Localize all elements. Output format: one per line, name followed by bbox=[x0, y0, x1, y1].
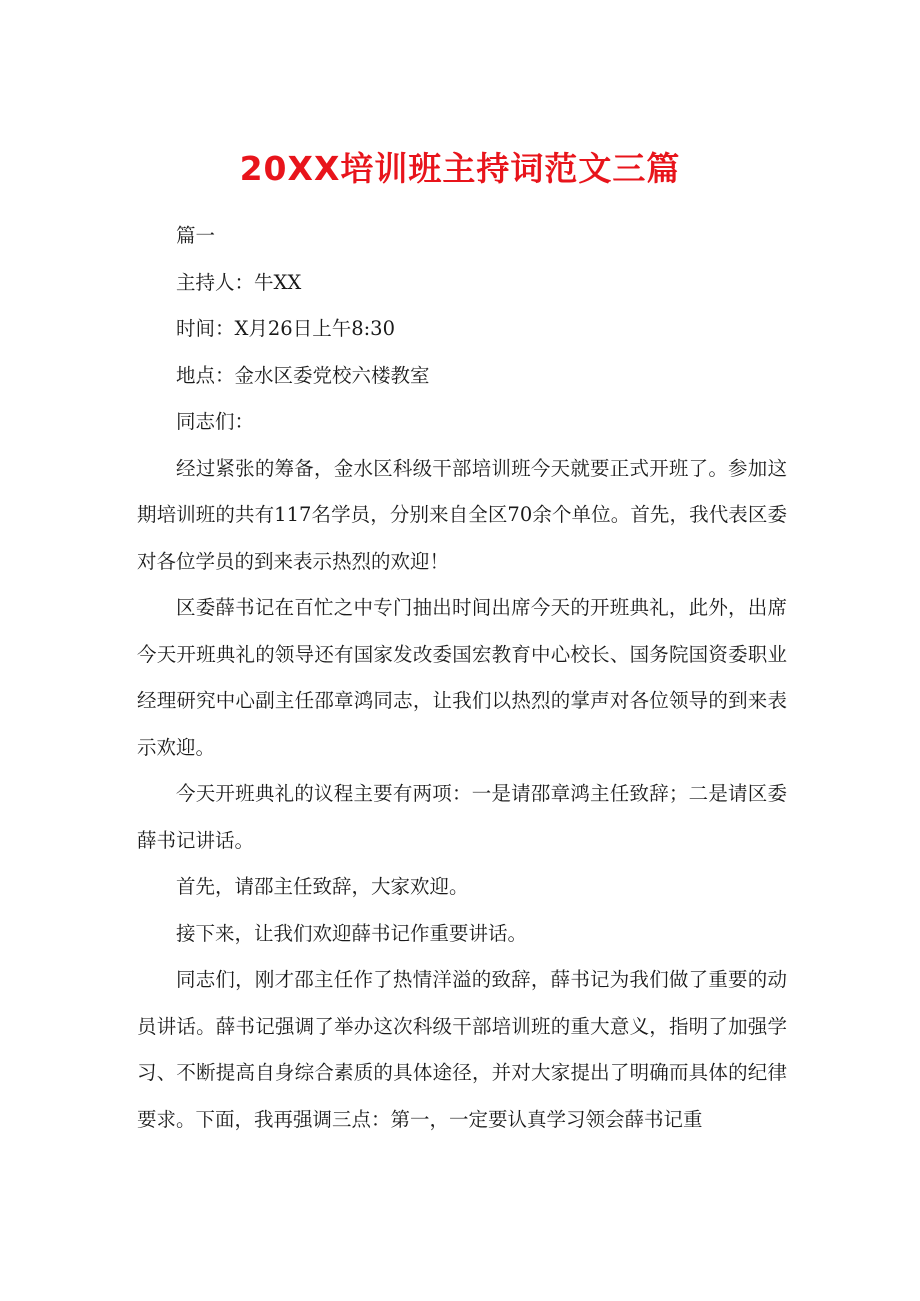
body-paragraph: 接下来，让我们欢迎薛书记作重要讲话。 bbox=[176, 921, 528, 945]
body-paragraph: 区委薛书记在百忙之中专门抽出时间出席今天的开班典礼，此外，出席今天开班典礼的领导还有国家发改委国宏教育中心校长、国务院国资委职业经理研究中心副主任邵章鸿同志，让我们以热烈的掌声对各位领导的到来表示欢迎。 bbox=[137, 596, 787, 759]
location-line: 地点：金水区委党校六楼教室 bbox=[176, 363, 430, 387]
body-paragraph: 首先，请邵主任致辞，大家欢迎。 bbox=[176, 875, 469, 898]
body-paragraph: 今天开班典礼的议程主要有两项：一是请邵章鸿主任致辞；二是请区委薛书记讲话。 bbox=[137, 782, 787, 852]
document-body bbox=[137, 213, 787, 1143]
document-title: 20XX培训班主持词范文三篇 bbox=[239, 149, 681, 189]
body-paragraph: 同志们，刚才邵主任作了热情洋溢的致辞，薛书记为我们做了重要的动员讲话。薛书记强调了举办这次科级干部培训班的重大意义，指明了加强学习、不断提高自身综合素质的具体途径，并对大家提出了明确而具体的纪律要求。下面，我再强调三点：第一，一定要认真学习领会薛书记重 bbox=[137, 968, 787, 1131]
host-line: 主持人：牛XX bbox=[176, 270, 302, 294]
body-paragraph: 经过紧张的筹备，金水区科级干部培训班今天就要正式开班了。参加这期培训班的共有117名学员，分别来自全区70余个单位。首先，我代表区委对各位学员的到来表示热烈的欢迎！ bbox=[137, 456, 787, 573]
time-line: 时间：X月26日上午8:30 bbox=[176, 317, 395, 340]
section-heading: 篇一 bbox=[176, 224, 216, 247]
salutation: 同志们： bbox=[176, 410, 255, 433]
